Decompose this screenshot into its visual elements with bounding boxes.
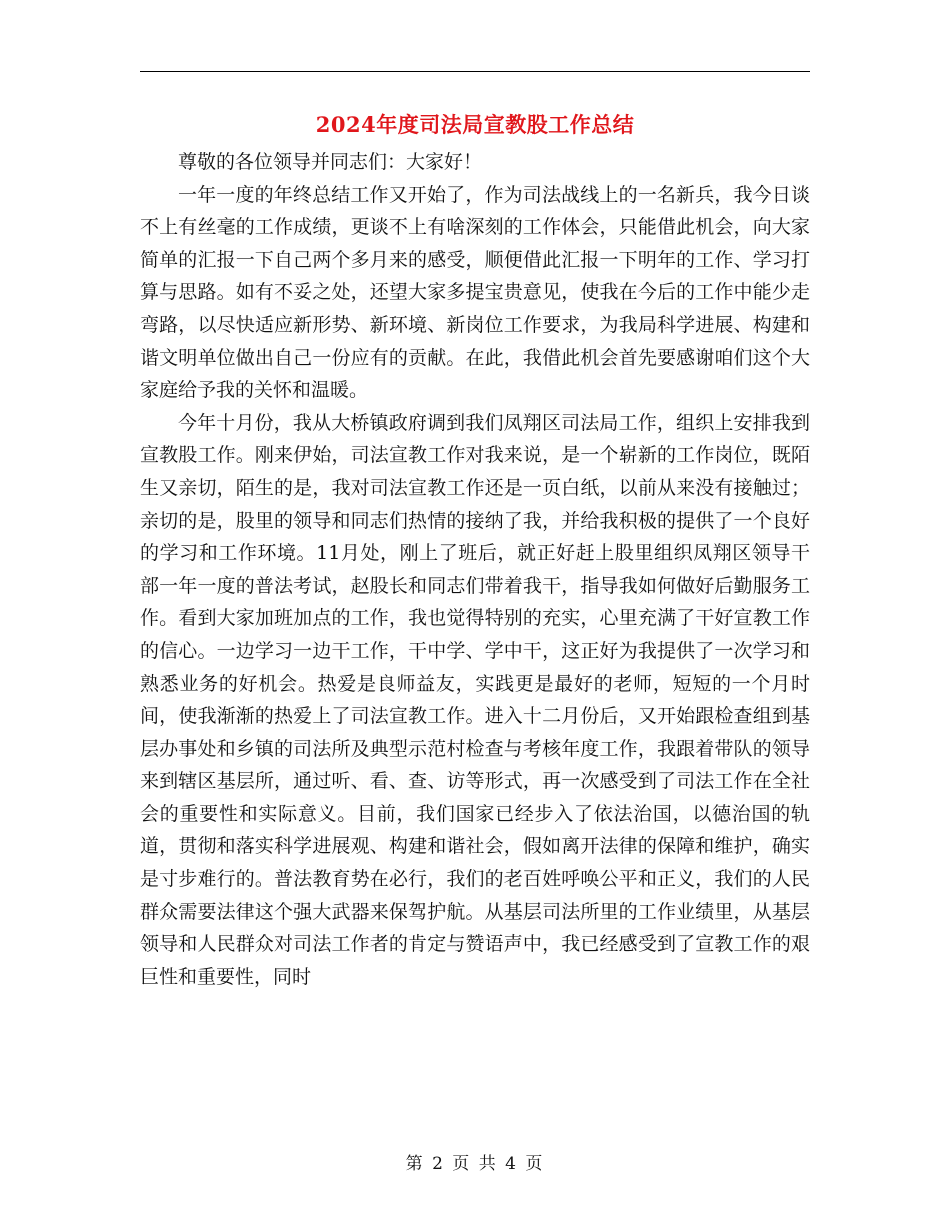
document-body [140,146,810,993]
document-title: 2024年度司法局宣教股工作总结 [315,112,635,137]
header-rule [140,71,810,72]
page-number: 第 2 页 共 4 页 [405,1154,545,1174]
paragraph-work-summary: 今年十月份，我从大桥镇政府调到我们凤翔区司法局工作，组织上安排我到宣教股工作。刚来伊始，司法宣教工作对我来说，是一个崭新的工作岗位，既陌生又亲切，陌生的是，我对司法宣教工作还是一页白纸，以前从来没有接触过；亲切的是，股里的领导和同志们热情的接纳了我，并给我积极的提供了一个良好的学习和工作环境。11月处，刚上了班后，就正好赶上股里组织凤翔区领导干部一年一度的普法考试，赵股长和同志们带着我干，指导我如何做好后勤服务工作。看到大家加班加点的工作，我也觉得特别的充实，心里充满了干好宣教工作的信心。一边学习一边干工作，干中学、学中干，这正好为我提供了一次学习和熟悉业务的好机会。热爱是良师益友，实践更是最好的老师，短短的一个月时间，使我渐渐的热爱上了司法宣教工作。进入十二月份后，又开始跟检查组到基层办事处和乡镇的司法所及典型示范村检查与考核年度工作，我跟着带队的领导来到辖区基层所，通过听、看、查、访等形式，再一次感受到了司法工作在全社会的重要性和实际意义。目前，我们国家已经步入了依法治国，以德治国的轨道，贯彻和落实科学进展观、构建和谐社会，假如离开法律的保障和维护，确实是寸步难行的。普法教育势在必行，我们的老百姓呼唤公平和正义，我们的人民群众需要法律这个强大武器来保驾护航。从基层司法所里的工作业绩里，从基层领导和人民群众对司法工作者的肯定与赞语声中，我已经感受到了宣教工作的艰巨性和重要性，同时 [140,411,810,988]
paragraph-greeting: 尊敬的各位领导并同志们：大家好！ [178,151,483,173]
paragraph-intro: 一年一度的年终总结工作又开始了，作为司法战线上的一名新兵，我今日谈不上有丝毫的工作成绩，更谈不上有啥深刻的工作体会，只能借此机会，向大家简单的汇报一下自己两个多月来的感受，顺便借此汇报一下明年的工作、学习打算与思路。如有不妥之处，还望大家多提宝贵意见，使我在今后的工作中能少走弯路，以尽快适应新形势、新环境、新岗位工作要求，为我局科学进展、构建和谐文明单位做出自己一份应有的贡献。在此，我借此机会首先要感谢咱们这个大家庭给予我的关怀和温暖。 [140,183,810,402]
